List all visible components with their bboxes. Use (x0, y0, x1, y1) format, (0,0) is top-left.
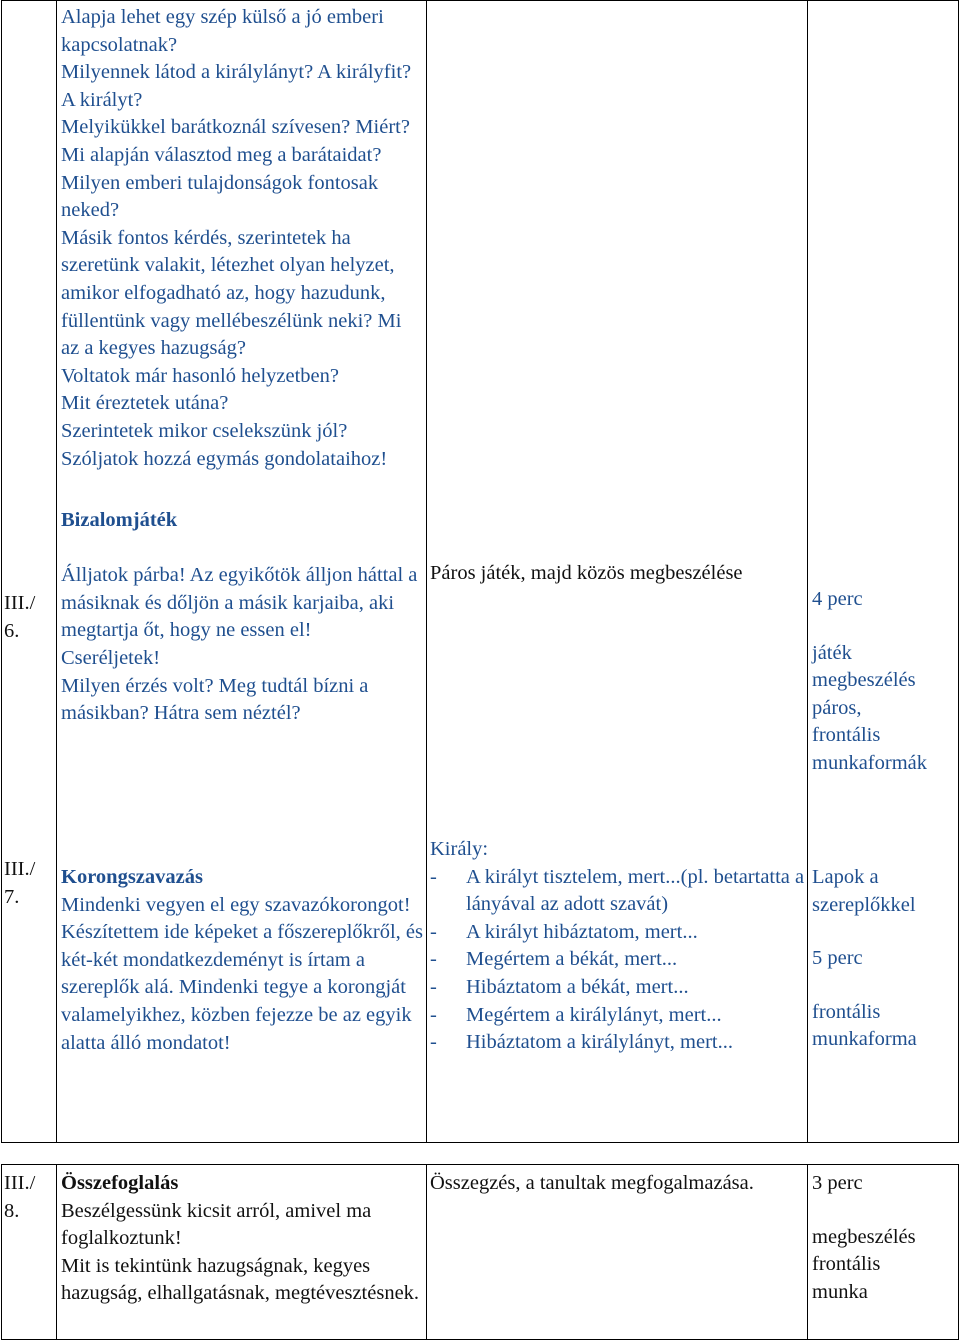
intro-question-3: Melyikükkel barátkoznál szívesen? Miért? (61, 116, 410, 139)
intro-question-4: Mi alapján választod meg a barátaidat? Milyen emberi tulajdonságok fontosak neked? (61, 143, 382, 222)
activity-title-korongszavazas: Korongszavazás (61, 866, 203, 888)
method-cell-row7 (430, 836, 805, 1057)
method-header-kiraly: Király: (430, 838, 489, 860)
form-row6-4: frontális (812, 724, 881, 747)
table1-border-right (958, 0, 959, 1143)
method-item: - Megértem a békát, mert... (430, 946, 805, 974)
row-number-7: III./ 7. (4, 858, 36, 908)
activity-cell-row8 (61, 1170, 423, 1308)
activity-cell-row6 (61, 4, 423, 728)
form-row8-1: megbeszélés (812, 1225, 916, 1248)
method-item: - A királyt hibáztatom, mert... (430, 919, 805, 947)
method-item-text: Hibáztatom a királylányt, mert... (466, 1031, 733, 1054)
activity-cell-row7 (61, 864, 423, 1057)
intro-question-2: Milyennek látod a királylányt? A királyfit? A királyt? (61, 61, 412, 111)
table2-border-right (958, 1164, 959, 1340)
method-item-text: A királyt tisztelem, mert...(pl. betartatta a lányával az adott szavát) (466, 865, 805, 916)
table2-border-col1 (56, 1164, 57, 1340)
korongszavazas-text: Mindenki vegyen el egy szavazókorongot! Készítettem ide képeket a főszereplőkről, és két-két mondatkezdeményt is írtam a szereplők alá. Mindenki tegye a korongját valamelyikhez, közben fejezze be az egyik alatta álló mondatot! (61, 893, 424, 1054)
form-row6-2: megbeszélés (812, 669, 916, 692)
time-row7: 5 perc (812, 947, 863, 970)
time-row8: 3 perc (812, 1172, 863, 1194)
table1-border-left (1, 0, 2, 1143)
intro-question-9: Szóljatok hozzá egymás gondolataihoz! (61, 447, 388, 470)
intro-question-1: Alapja lehet egy szép külső a jó emberi kapcsolatnak? (61, 6, 384, 56)
form-row6-5: munkaformák (812, 751, 927, 774)
time-cell-row6 (812, 586, 956, 778)
table2-border-bottom (1, 1339, 959, 1340)
intro-question-7: Mit éreztetek utána? (61, 392, 229, 415)
method-item: - Hibáztatom a királylányt, mert... (430, 1029, 805, 1057)
form-row7-2: munkaforma (812, 1028, 917, 1051)
method-item: - A királyt tisztelem, mert...(pl. betartatta a lányával az adott szavát) (430, 864, 805, 919)
table1-border-col3 (807, 0, 808, 1143)
activity-title-bizalomjatek: Bizalomjáték (61, 509, 178, 532)
form-row8-3: munka (812, 1280, 868, 1303)
table1-border-col1 (56, 0, 57, 1143)
form-row6-3: páros, (812, 696, 862, 719)
bizalomjatek-instructions: Álljatok párba! Az egyikőtök álljon háttal a másiknak és dőljön a másik karjaiba, aki megtartja őt, hogy ne essen el! (61, 564, 418, 642)
table2-border-col2 (426, 1164, 427, 1340)
bizalomjatek-questions: Milyen érzés volt? Meg tudtál bízni a másikban? Hátra sem néztél? (61, 674, 369, 725)
form-row8-2: frontális (812, 1253, 881, 1276)
method-item-text: Megértem a békát, mert... (466, 948, 678, 971)
form-row6-1: játék (812, 641, 852, 664)
method-item-text: Hibáztatom a békát, mert... (466, 975, 689, 998)
time-row6: 4 perc (812, 588, 863, 610)
table2-border-top (1, 1164, 959, 1165)
table2-border-left (1, 1164, 2, 1340)
intro-question-6: Voltatok már hasonló helyzetben? (61, 364, 340, 387)
method-item: - Hibáztatom a békát, mert... (430, 974, 805, 1002)
osszefoglalas-text-1: Beszélgessünk kicsit arról, amivel ma foglalkoztunk! (61, 1199, 372, 1250)
activity-title-osszefoglalas: Összefoglalás (61, 1172, 179, 1194)
osszefoglalas-text-2: Mit is tekintünk hazugságnak, kegyes hazugság, elhallgatásnak, megtévesztésnek. (61, 1254, 420, 1305)
form-row7-1: frontális (812, 1000, 881, 1023)
time-cell-row8 (812, 1170, 956, 1306)
bizalomjatek-swap: Cseréljetek! (61, 647, 161, 670)
time-cell-row7 (812, 864, 956, 1054)
method-cell-row6: Páros játék, majd közös megbeszélése (430, 562, 743, 584)
method-cell-row8: Összegzés, a tanultak megfogalmazása. (430, 1172, 754, 1194)
intro-question-5: Másik fontos kérdés, szerintetek ha szeretünk valakit, létezhet olyan helyzet, amikor elfogadható az, hogy hazudunk, füllentünk vagy mellébeszélünk neki? Mi az a kegyes hazugság? (61, 226, 402, 360)
method-item: - Megértem a királylányt, mert... (430, 1002, 805, 1030)
table1-border-bottom (1, 1142, 959, 1143)
resource-row7: Lapok a szereplőkkel (812, 866, 916, 916)
row-number-8: III./ 8. (4, 1172, 36, 1222)
intro-question-8: Szerintetek mikor cselekszünk jól? (61, 419, 348, 442)
method-item-text: A királyt hibáztatom, mert... (466, 920, 698, 943)
row-number-6: III./ 6. (4, 592, 36, 642)
table1-border-top (1, 0, 959, 1)
table1-border-col2 (426, 0, 427, 1143)
table2-border-col3 (807, 1164, 808, 1340)
method-item-text: Megértem a királylányt, mert... (466, 1003, 722, 1026)
